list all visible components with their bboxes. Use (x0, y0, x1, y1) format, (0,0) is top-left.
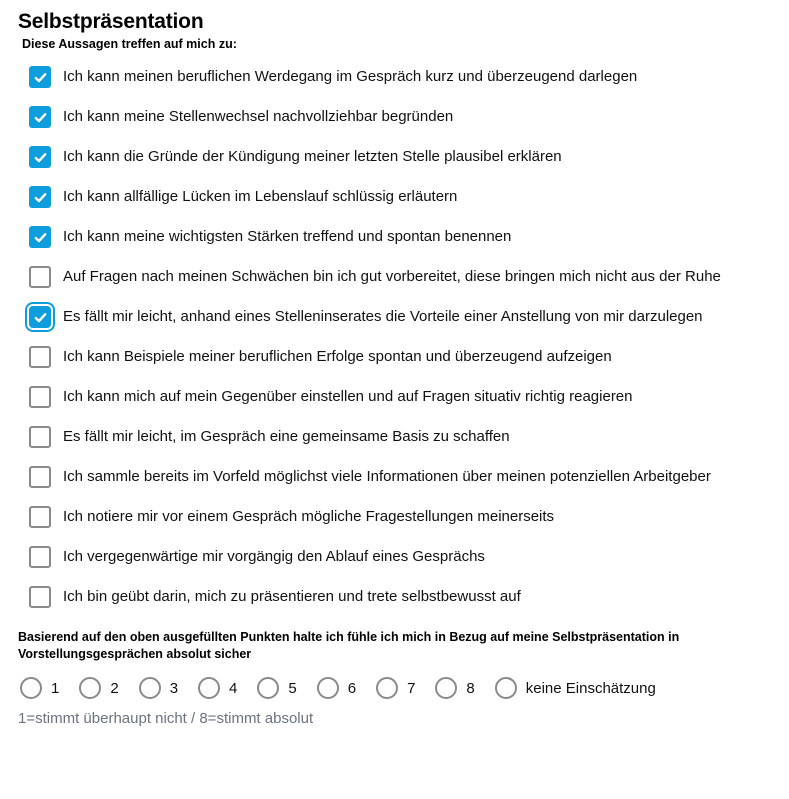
statement-row (29, 457, 769, 497)
statement-label[interactable]: Ich notiere mir vor einem Gespräch mögliche Fragestellungen meinerseits (63, 508, 555, 525)
radio-label[interactable]: 1 (51, 679, 60, 697)
statement-row (29, 417, 769, 457)
radio-button[interactable] (317, 677, 339, 699)
checkbox[interactable] (29, 426, 51, 448)
statement-label[interactable]: Es fällt mir leicht, anhand eines Stelleninserates die Vorteile einer Anstellung von mir darzulegen (63, 308, 703, 325)
statement-label[interactable]: Ich kann meine wichtigsten Stärken treffend und spontan benennen (63, 228, 512, 245)
checkbox[interactable] (29, 306, 51, 328)
statement-label[interactable]: Ich kann die Gründe der Kündigung meiner letzten Stelle plausibel erklären (63, 148, 562, 165)
statement-row (29, 137, 769, 177)
checkbox[interactable] (29, 146, 51, 168)
checkbox[interactable] (29, 186, 51, 208)
rating-legend: 1=stimmt überhaupt nicht / 8=stimmt absolut (18, 710, 314, 727)
statement-row (29, 377, 769, 417)
radio-option[interactable] (435, 677, 474, 699)
radio-option[interactable] (376, 677, 415, 699)
radio-button[interactable] (257, 677, 279, 699)
rating-section (18, 629, 769, 727)
checkmark-icon (33, 310, 48, 325)
radio-button[interactable] (198, 677, 220, 699)
checkbox[interactable] (29, 466, 51, 488)
radio-label[interactable]: 8 (466, 679, 475, 697)
section-instruction: Diese Aussagen treffen auf mich zu: (22, 37, 237, 51)
statement-label[interactable]: Auf Fragen nach meinen Schwächen bin ich gut vorbereitet, diese bringen mich nicht aus der Ruhe (63, 268, 721, 285)
radio-button[interactable] (435, 677, 457, 699)
statement-label[interactable]: Ich kann mich auf mein Gegenüber einstellen und auf Fragen situativ richtig reagieren (63, 388, 633, 405)
radio-option[interactable] (198, 677, 237, 699)
radio-button[interactable] (376, 677, 398, 699)
checkbox[interactable] (29, 346, 51, 368)
checkbox[interactable] (29, 506, 51, 528)
radio-label[interactable]: 4 (229, 679, 238, 697)
radio-option[interactable] (257, 677, 296, 699)
statement-row (29, 57, 769, 97)
statement-label[interactable]: Ich kann Beispiele meiner beruflichen Erfolge spontan und überzeugend aufzeigen (63, 348, 612, 365)
checkbox[interactable] (29, 266, 51, 288)
radio-label[interactable]: 2 (110, 679, 119, 697)
radio-button[interactable] (495, 677, 517, 699)
radio-option[interactable] (79, 677, 118, 699)
statement-row (29, 97, 769, 137)
radio-option[interactable] (139, 677, 178, 699)
radio-button[interactable] (79, 677, 101, 699)
checkbox[interactable] (29, 226, 51, 248)
page-title: Selbstpräsentation (18, 10, 204, 33)
checkbox[interactable] (29, 546, 51, 568)
statement-row (29, 257, 769, 297)
statement-row (29, 577, 769, 617)
checkbox[interactable] (29, 386, 51, 408)
checkbox[interactable] (29, 66, 51, 88)
statement-label[interactable]: Ich vergegenwärtige mir vorgängig den Ablauf eines Gesprächs (63, 548, 485, 565)
statement-label[interactable]: Ich bin geübt darin, mich zu präsentieren und trete selbstbewusst auf (63, 588, 521, 605)
checkmark-icon (33, 150, 48, 165)
statement-row (29, 497, 769, 537)
radio-label[interactable]: 5 (288, 679, 297, 697)
radio-label[interactable]: 3 (169, 679, 179, 697)
statement-label[interactable]: Ich sammle bereits im Vorfeld möglichst viele Informationen über meinen potenziellen Arbeitgeber (63, 468, 711, 485)
radio-option[interactable] (20, 677, 59, 699)
radio-button[interactable] (139, 677, 161, 699)
statement-row (29, 537, 769, 577)
checkmark-icon (33, 110, 48, 125)
radio-label[interactable]: 6 (347, 679, 357, 697)
statement-label[interactable]: Ich kann allfällige Lücken im Lebenslauf schlüssig erläutern (63, 188, 458, 205)
radio-button[interactable] (20, 677, 42, 699)
rating-options (20, 677, 769, 699)
checkmark-icon (33, 230, 48, 245)
statement-label[interactable]: Es fällt mir leicht, im Gespräch eine gemeinsame Basis zu schaffen (63, 428, 510, 445)
statement-row (29, 297, 769, 337)
radio-label[interactable]: keine Einschätzung (525, 679, 656, 697)
checkbox[interactable] (29, 106, 51, 128)
radio-option[interactable] (495, 677, 656, 699)
statement-label[interactable]: Ich kann meine Stellenwechsel nachvollziehbar begründen (63, 108, 454, 125)
radio-option[interactable] (317, 677, 356, 699)
checkmark-icon (33, 190, 48, 205)
checkbox[interactable] (29, 586, 51, 608)
rating-question: Basierend auf den oben ausgefüllten Punkten halte ich fühle ich mich in Bezug auf meine Selbstpräsentation in Vorstellungsgesprächen absolut sicher (18, 630, 680, 661)
radio-label[interactable]: 7 (407, 679, 416, 697)
statements-list (29, 57, 769, 617)
statement-row (29, 217, 769, 257)
statement-label[interactable]: Ich kann meinen beruflichen Werdegang im Gespräch kurz und überzeugend darlegen (63, 68, 638, 85)
statement-row (29, 177, 769, 217)
checkmark-icon (33, 70, 48, 85)
statement-row (29, 337, 769, 377)
